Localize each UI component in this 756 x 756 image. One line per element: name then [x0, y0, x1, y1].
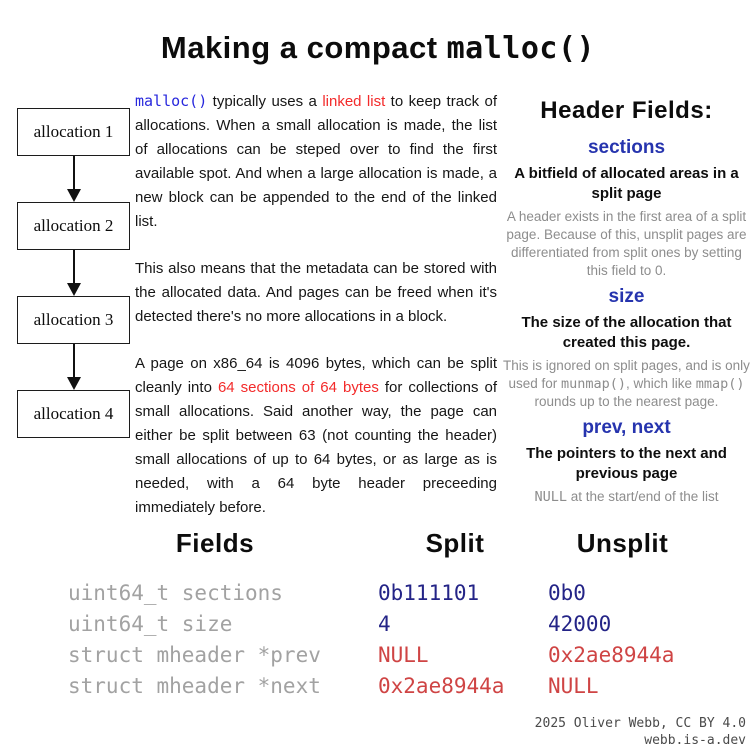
- copyright-text: 2025 Oliver Webb, CC BY 4.0: [534, 716, 746, 731]
- field-name: sections: [587, 137, 666, 158]
- field-entry-prev-next: [500, 417, 753, 506]
- cell-field-name: struct mheader *prev: [68, 643, 321, 667]
- cell-split-value: 0b111101: [378, 581, 480, 605]
- field-detail: This is ignored on split pages, and is only used for munmap(), which like mmap() rounds up to the nearest page.: [503, 358, 750, 409]
- table-row-size: [60, 609, 705, 640]
- field-summary: The size of the allocation that created this page.: [521, 314, 732, 351]
- cell-field-name: uint64_t sections: [68, 581, 283, 605]
- field-entry-sections: [500, 137, 753, 280]
- paragraph-metadata: This also means that the metadata can be stored with the allocated data. And pages can be freed when it's detected there's no more allocations in a block.: [135, 260, 497, 325]
- arrow-down-icon: [17, 156, 130, 202]
- flowchart-node-label: allocation 1: [33, 122, 114, 141]
- explanation-text: [135, 89, 497, 543]
- field-detail: A header exists in the first area of a split page. Because of this, unsplit pages are differentiated from split ones by setting this field to 0.: [506, 209, 747, 278]
- cell-split-value: 0x2ae8944a: [378, 674, 505, 698]
- cell-split-value: NULL: [378, 643, 429, 667]
- arrow-down-icon: [17, 344, 130, 390]
- cell-unsplit-value: 0b0: [548, 581, 586, 605]
- table-row-prev: [60, 640, 705, 671]
- field-entry-size: [500, 286, 753, 411]
- flowchart-node-label: allocation 3: [33, 310, 114, 329]
- field-name: size: [608, 286, 645, 307]
- page-title: [0, 30, 756, 66]
- flowchart-node-allocation-3: [17, 296, 130, 344]
- field-summary: A bitfield of allocated areas in a split page: [514, 165, 739, 202]
- table-header-row: [60, 528, 705, 559]
- paragraph-linked-list: malloc() typically uses a linked list to keep track of allocations. When a small allocation is made, the list of allocations can be steped over to find the first available spot. And when a large allocation is made, a new block can be appended to the end of the linked list.: [135, 92, 497, 230]
- flowchart-node-allocation-1: [17, 108, 130, 156]
- cell-unsplit-value: NULL: [548, 674, 599, 698]
- table-row-next: [60, 671, 705, 702]
- page-title-code: malloc(): [446, 31, 596, 66]
- fields-table: [60, 528, 705, 702]
- field-detail: NULL at the start/end of the list: [534, 489, 719, 505]
- paragraph-page-split: A page on x86_64 is 4096 bytes, which can be split cleanly into 64 sections of 64 bytes for collections of small allocations. Said another way, the page can either be split between 63 (not counting the header) small allocations of up to 64 bytes, or as large as is needed, with a 64 byte header preceeding immediately before.: [135, 355, 497, 516]
- field-summary: The pointers to the next and previous page: [526, 445, 727, 482]
- footer: [535, 715, 746, 749]
- website-text: webb.is-a.dev: [644, 733, 746, 748]
- table-row-sections: [60, 578, 705, 609]
- allocation-flowchart: [17, 108, 130, 438]
- flowchart-node-allocation-2: [17, 202, 130, 250]
- flowchart-node-label: allocation 2: [33, 216, 114, 235]
- column-header-split: Split: [425, 528, 485, 558]
- page-title-text: Making a compact: [160, 30, 438, 65]
- arrow-down-icon: [17, 250, 130, 296]
- cell-field-name: uint64_t size: [68, 612, 233, 636]
- header-fields-panel: [500, 97, 753, 512]
- column-header-unsplit: Unsplit: [576, 528, 669, 558]
- flowchart-node-label: allocation 4: [33, 404, 114, 423]
- cell-unsplit-value: 42000: [548, 612, 612, 636]
- field-name: prev, next: [582, 417, 671, 438]
- column-header-fields: Fields: [175, 528, 255, 558]
- cell-split-value: 4: [378, 612, 391, 636]
- cell-unsplit-value: 0x2ae8944a: [548, 643, 675, 667]
- header-fields-title: Header Fields:: [540, 97, 713, 124]
- cell-field-name: struct mheader *next: [68, 674, 321, 698]
- flowchart-node-allocation-4: [17, 390, 130, 438]
